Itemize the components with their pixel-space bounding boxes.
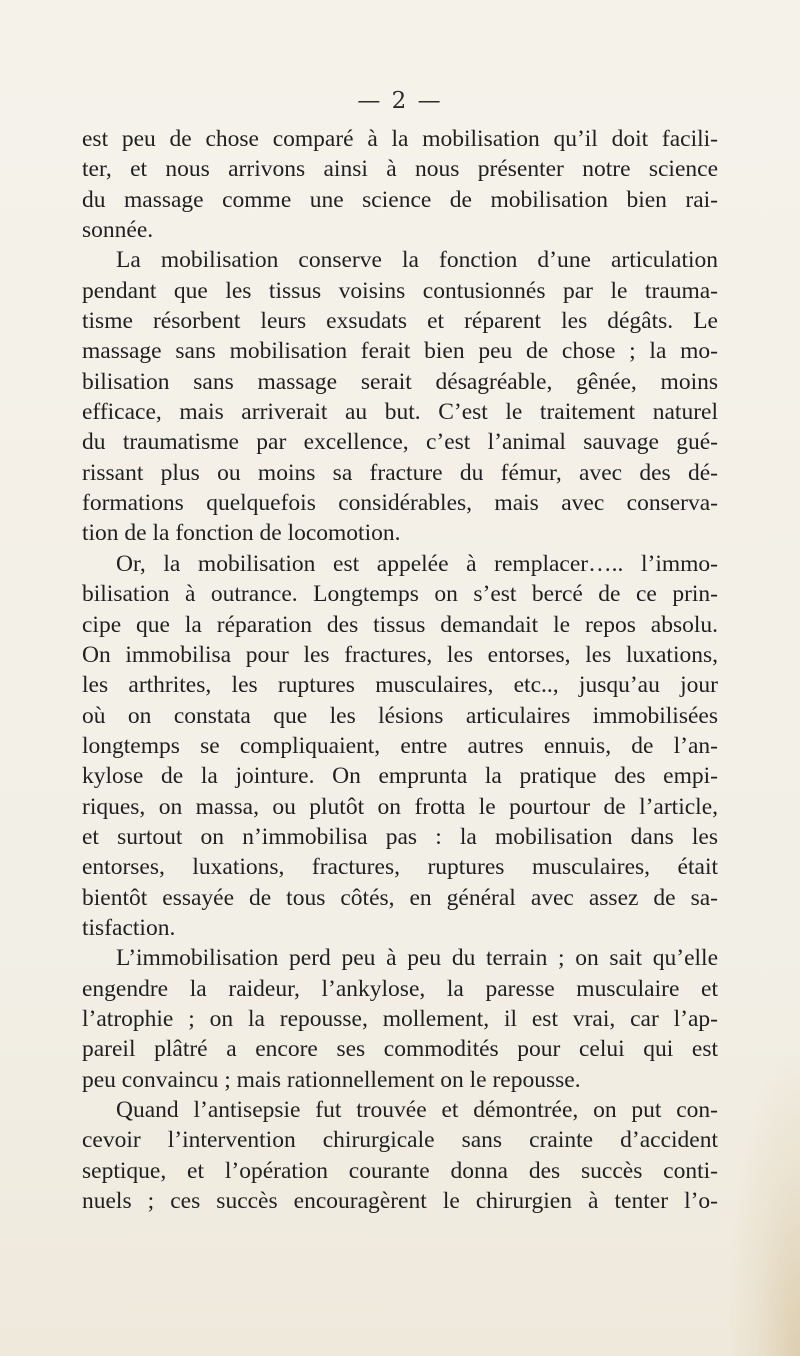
text-line: Or, la mobilisation est appelée à remplacer….. l’immo- [116,550,718,577]
text-line: l’atrophie ; on la repousse, mollement, il est vrai, car l’ap- [82,1005,718,1032]
text-line: bilisation sans massage serait désagréable, gênée, moins [82,368,718,395]
text-line: massage sans mobilisation ferait bien peu de chose ; la mo- [82,338,718,365]
text-line: nuels ; ces succès encouragèrent le chirurgien à tenter l’o- [82,1188,718,1215]
text-line: tion de la fonction de locomotion. [82,520,401,547]
text-line: engendre la raideur, l’ankylose, la paresse musculaire et [82,975,718,1002]
text-line: bilisation à outrance. Longtemps on s’est bercé de ce prin- [82,581,718,608]
text-line: où on constata que les lésions articulaires immobilisées [82,702,718,729]
text-line: cipe que la réparation des tissus demandait le repos absolu. [82,611,718,638]
text-line: kylose de la jointure. On emprunta la pratique des empi- [82,763,718,790]
text-line: bientôt essayée de tous côtés, en général avec assez de sa- [82,884,718,911]
text-line: formations quelquefois considérables, mais avec conserva- [82,490,718,517]
text-line: efficace, mais arriverait au but. C’est le traitement naturel [82,399,718,426]
text-line: On immobilisa pour les fractures, les entorses, les luxations, [82,641,718,668]
text-line: entorses, luxations, fractures, ruptures musculaires, était [82,854,718,881]
text-line: L’immobilisation perd peu à peu du terrain ; on sait qu’elle [116,945,718,972]
text-line: septique, et l’opération courante donna des succès conti- [82,1157,718,1184]
text-line: ter, et nous arrivons ainsi à nous présenter notre science [82,156,718,183]
text-line: riques, on massa, ou plutôt on frotta le pourtour de l’article, [82,793,718,820]
text-line: Quand l’antisepsie fut trouvée et démontrée, on put con- [116,1097,718,1123]
text-line: La mobilisation conserve la fonction d’une articulation [116,247,718,274]
text-line: cevoir l’intervention chirurgicale sans crainte d’accident [82,1127,718,1154]
text-line: rissant plus ou moins sa fracture du fémur, avec des dé- [82,459,718,486]
body-text [82,124,718,1216]
text-line: longtemps se compliquaient, entre autres ennuis, de l’an- [82,732,718,759]
text-line: peu convaincu ; mais rationnellement on le repousse. [82,1066,581,1093]
page-number: — 2 — [357,88,443,114]
text-line: est peu de chose comparé à la mobilisation qu’il doit facili- [82,126,718,152]
text-line: tisfaction. [82,914,176,941]
text-line: sonnée. [82,217,154,244]
text-line: pareil plâtré a encore ses commodités pour celui qui est [82,1036,718,1063]
paper-stain [730,1056,800,1356]
text-line: tisme résorbent leurs exsudats et réparent les dégâts. Le [82,308,718,335]
text-line: pendant que les tissus voisins contusionnés par le trauma- [82,277,718,304]
text-line: les arthrites, les ruptures musculaires, etc.., jusqu’au jour [82,672,718,699]
text-line: et surtout on n’immobilisa pas : la mobilisation dans les [82,823,718,850]
text-line: du massage comme une science de mobilisation bien rai- [82,186,718,213]
text-line: du traumatisme par excellence, c’est l’animal sauvage gué- [82,429,718,456]
